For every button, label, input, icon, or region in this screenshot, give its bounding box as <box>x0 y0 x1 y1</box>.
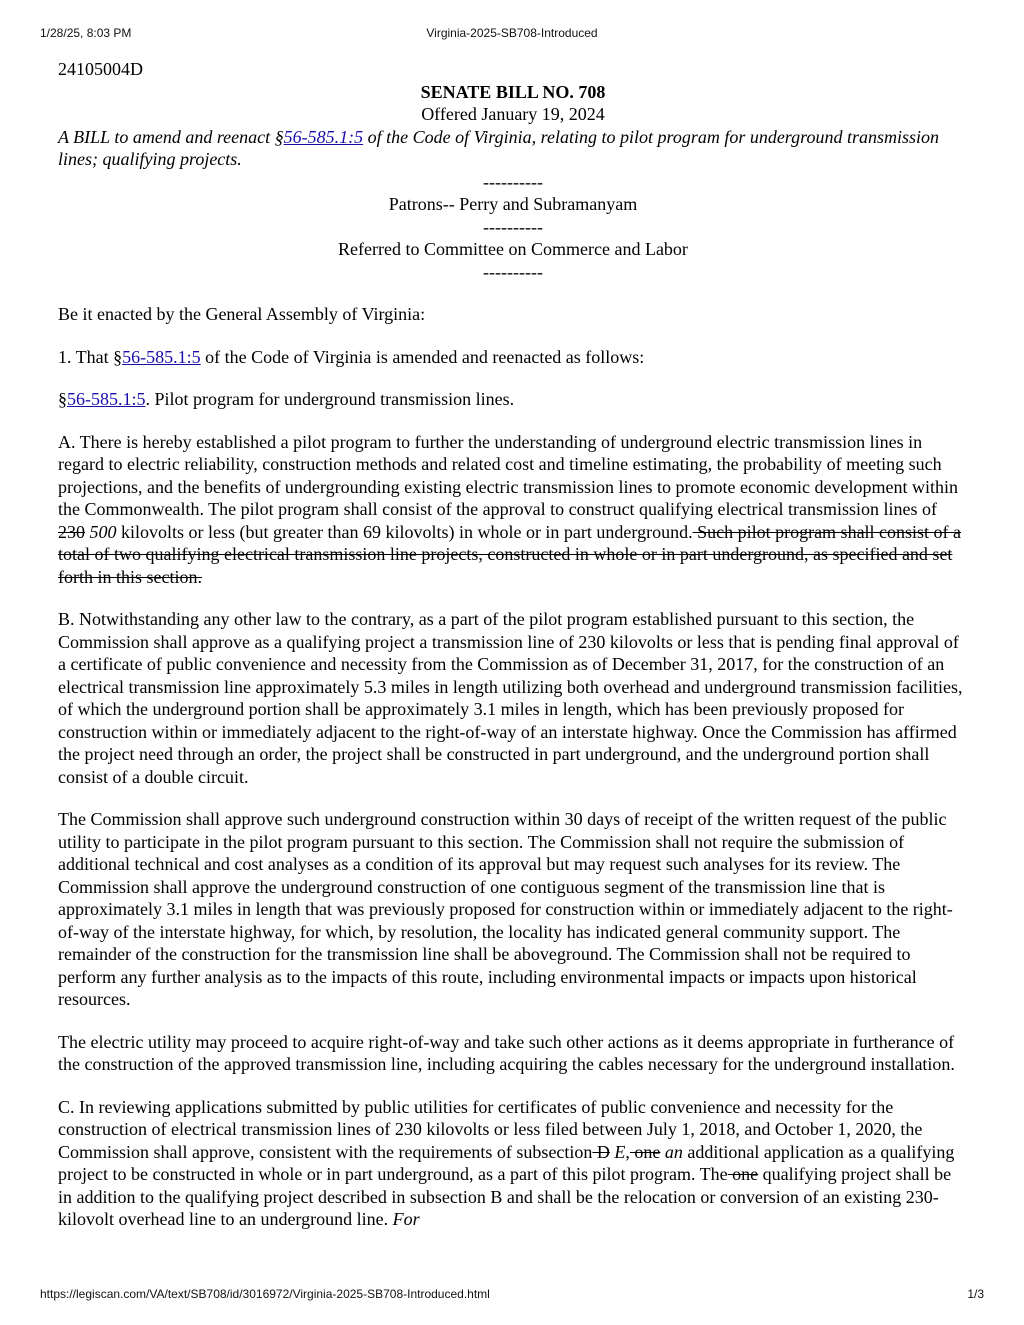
deleted-text: one <box>629 1141 661 1162</box>
separator: ---------- <box>483 171 543 192</box>
patrons: Patrons-- Perry and Subramanyam <box>388 194 638 214</box>
deleted-text: 230 <box>58 521 85 542</box>
doc-id: 24105004D <box>58 59 143 79</box>
title-code-link[interactable]: 56-585.1:5 <box>283 126 364 147</box>
section-1-suffix: of the Code of Virginia is amended and reenacted as follows: <box>200 346 645 367</box>
deleted-text: D <box>592 1141 610 1162</box>
section-heading-prefix: § <box>58 389 67 409</box>
print-datetime: 1/28/25, 8:03 PM <box>40 26 132 40</box>
bill-content <box>58 58 968 1231</box>
inserted-text: 500 <box>85 521 117 542</box>
bill-title-prefix: A BILL to amend and reenact § <box>58 126 284 147</box>
separator: ---------- <box>483 216 543 237</box>
bill-number: SENATE BILL NO. 708 <box>420 81 606 102</box>
separator: ---------- <box>483 261 543 282</box>
subsection-c-text: , <box>625 1141 630 1162</box>
subsection-c-text: additional application as a qualifying project to be constructed in whole or in part underground, as a part of this pilot program. The <box>58 1141 955 1184</box>
utility-paragraph: The electric utility may proceed to acquire right-of-way and take such other actions as it deems appropriate in furtherance of the construction of the approved transmission line, including acquiring the cables necessary for the underground installation. <box>58 1031 955 1074</box>
page-number: 1/3 <box>967 1287 984 1301</box>
page-url: https://legiscan.com/VA/text/SB708/id/3016972/Virginia-2025-SB708-Introduced.html <box>40 1287 490 1301</box>
offered-date: Offered January 19, 2024 <box>421 104 605 124</box>
inserted-text: an <box>660 1141 683 1162</box>
subsection-a <box>58 431 968 589</box>
subsection-b: B. Notwithstanding any other law to the contrary, as a part of the pilot program established pursuant to this section, the Commission shall approve as a qualifying project a transmission line of 230 kilovolts or less that is pending final approval of a certificate of public convenience and necessity from the Commission as of December 31, 2017, for the construction of an electrical transmission line approximately 5.3 miles in length utilizing both overhead and underground transmission facilities, of which the underground portion shall be approximately 3.1 miles in length, which has been previously proposed for construction within or immediately adjacent to the right-of-way of an interstate highway. Once the Commission has affirmed the project need through an order, the project shall be constructed in part underground, and the underground portion shall consist of a double circuit. <box>58 609 963 787</box>
section-heading <box>58 388 968 411</box>
bill-title <box>58 126 968 171</box>
inserted-text: E <box>609 1141 626 1162</box>
subsection-c <box>58 1096 968 1231</box>
subsection-c-text: qualifying project shall be in addition to the qualifying project described in subsection B and shall be the relocation or conversion of an existing 230-kilovolt overhead line to an underground line. <box>58 1164 952 1229</box>
section-1-intro <box>58 346 968 369</box>
section-1-prefix: 1. That § <box>58 346 123 367</box>
subsection-a-text: kilovolts or less (but greater than 69 kilovolts) in whole or in part underground. <box>116 521 693 542</box>
referred-committee: Referred to Committee on Commerce and Labor <box>338 239 688 259</box>
subsection-a-text: A. There is hereby established a pilot program to further the understanding of underground electric transmission lines in regard to electric reliability, construction methods and related cost and timeline estimating, the probability of meeting such projections, and the benefits of undergrounding existing electric transmission lines to promote economic development within the Commonwealth. The pilot program shall consist of the approval to construct qualifying electrical transmission lines of <box>58 431 958 519</box>
bill-title-suffix: of the Code of Virginia, relating to pilot program for underground transmission lines; qualifying projects. <box>58 126 940 169</box>
section-heading-code-link[interactable]: 56-585.1:5 <box>67 389 146 409</box>
commission-paragraph: The Commission shall approve such underground construction within 30 days of receipt of the written request of the public utility to participate in the pilot program pursuant to this section. The Commission shall not require the submission of additional technical and cost analyses as a condition of its approval but may request such analyses for its review. The Commission shall approve the underground construction of one contiguous segment of the transmission line that is approximately 3.1 miles in length that was previously proposed for construction within or immediately adjacent to the right-of-way of the interstate highway, for which, by resolution, the locality has indicated general community support. The remainder of the construction for the transmission line shall be aboveground. The Commission shall not be required to perform any further analysis as to the impacts of this route, including environmental impacts or impacts upon historical resources. <box>58 809 953 1009</box>
inserted-text: For <box>392 1209 420 1229</box>
print-header <box>0 26 1024 42</box>
print-footer <box>0 1287 1024 1303</box>
section-heading-suffix: . Pilot program for underground transmission lines. <box>145 389 515 409</box>
section-1-code-link[interactable]: 56-585.1:5 <box>122 346 201 367</box>
enacting-clause: Be it enacted by the General Assembly of Virginia: <box>58 304 426 324</box>
subsection-c-text: C. In reviewing applications submitted by public utilities for certificates of public convenience and necessity for the construction of electrical transmission lines of 230 kilovolts or less filed between July 1, 2018, and October 1, 2020, the Commission shall approve, consistent with the requirements of subsection <box>58 1096 923 1162</box>
deleted-text: one <box>727 1164 759 1184</box>
print-doc-title: Virginia-2025-SB708-Introduced <box>426 26 598 40</box>
deleted-text: Such pilot program shall consist of a total of two qualifying electrical transmission line projects, constructed in whole or in part underground, as specified and set forth in this section. <box>58 521 962 587</box>
